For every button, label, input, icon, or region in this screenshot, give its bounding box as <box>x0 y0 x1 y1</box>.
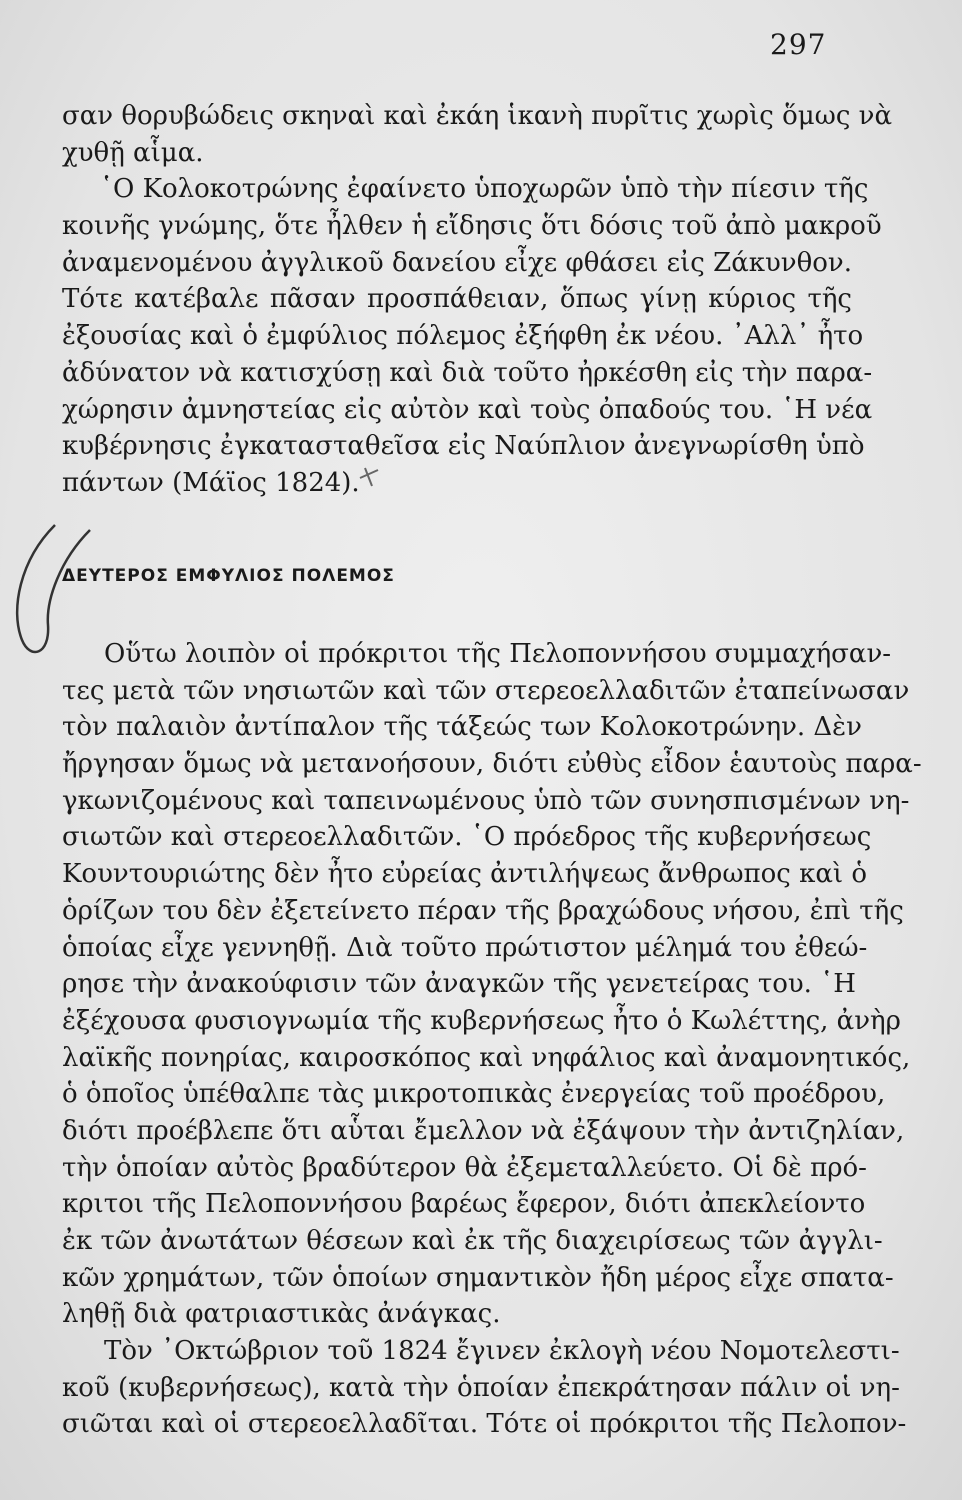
text-line: ἐκ τῶν ἀνωτάτων θέσεων καὶ ἐκ τῆς διαχειρίσεως τῶν ἀγγλι- <box>62 1226 883 1256</box>
text-line: ὁρίζων του δὲν ἐξετείνετο πέραν τῆς βραχώδους νήσου, ἐπὶ τῆς <box>62 895 904 926</box>
text-line: ἀναμενομένου ἀγγλικοῦ δανείου εἶχε φθάσει εἰς Ζάκυνθον. <box>62 247 852 278</box>
text-line: γκωνιζομένους καὶ ταπεινωμένους ὑπὸ τῶν συνησπισμένων νη- <box>62 785 910 816</box>
text-line: διότι προέβλεπε ὅτι αὗται ἔμελλον νὰ ἐξάψουν τὴν ἀντιζηλίαν, <box>62 1115 905 1146</box>
text-line: ληθῇ διὰ φατριαστικὰς ἀνάγκας. <box>62 1299 501 1330</box>
text-line: ἐξουσίας καὶ ὁ ἐμφύλιος πόλεμος ἐξήφθη ἐκ νέου. ᾽Αλλ᾽ ἦτο <box>62 321 864 352</box>
paragraph-block-two <box>62 636 922 1443</box>
text-line: σιῶται καὶ οἱ στερεοελλαδῖται. Τότε οἱ πρόκριτοι τῆς Πελοπον- <box>62 1409 907 1440</box>
text-line: ῾Ο Κολοκοτρώνης ἐφαίνετο ὑποχωρῶν ὑπὸ τὴν πίεσιν τῆς <box>100 174 869 205</box>
text-line: ἐξέχουσα φυσιογνωμία τῆς κυβερνήσεως ἦτο ὁ Κωλέττης, ἀνὴρ <box>62 1005 901 1036</box>
text-line: ὁ ὁποῖος ὑπέθαλπε τὰς μικροτοπικὰς ἐνεργείας τοῦ προέδρου, <box>62 1079 886 1110</box>
text-line: σαν θορυβώδεις σκηναὶ καὶ ἐκάη ἱκανὴ πυρῖτις χωρὶς ὅμως νὰ <box>62 101 893 131</box>
text-line: χώρησιν ἀμνηστείας εἰς αὐτὸν καὶ τοὺς ὀπαδούς του. ῾Η νέα <box>62 394 873 425</box>
text-line: τες μετὰ τῶν νησιωτῶν καὶ τῶν στερεοελλαδιτῶν ἐταπείνωσαν <box>62 675 910 706</box>
page-number: 297 <box>770 28 827 61</box>
text-line: Τότε κατέβαλε πᾶσαν προσπάθειαν, ὅπως γίνῃ κύριος τῆς <box>62 284 852 315</box>
text-line: Τὸν ᾽Οκτώβριον τοῦ 1824 ἔγινεν ἐκλογὴ νέου Νομοτελεστι- <box>104 1336 900 1367</box>
text-line: ἀδύνατον νὰ κατισχύσῃ καὶ διὰ τοῦτο ἠρκέσθη εἰς τὴν παρα- <box>62 357 873 388</box>
paragraph-block-one <box>62 98 893 502</box>
text-line: κοῦ (κυβερνήσεως), κατὰ τὴν ὁποίαν ἐπεκράτησαν πάλιν οἱ νη- <box>62 1372 900 1403</box>
text-line: κυβέρνησις ἐγκατασταθεῖσα εἰς Ναύπλιον ἀνεγνωρίσθη ὑπὸ <box>62 431 865 462</box>
text-line: τὴν ὁποίαν αὐτὸς βραδύτερον θὰ ἐξεμεταλλεύετο. Οἱ δὲ πρό- <box>62 1152 867 1183</box>
text-line: ρησε τὴν ἀνακούφισιν τῶν ἀναγκῶν τῆς γενετείρας του. ῾Η <box>62 969 856 1000</box>
section-heading: ΔΕΥΤΕΡΟΣ ΕΜΦΥΛΙΟΣ ΠΟΛΕΜΟΣ <box>62 566 395 586</box>
text-line: τὸν παλαιὸν ἀντίπαλον τῆς τάξεώς των Κολοκοτρώνην. Δὲν <box>62 712 862 743</box>
text-line: χυθῇ αἷμα. <box>62 137 204 168</box>
text-line: κῶν χρημάτων, τῶν ὁποίων σημαντικὸν ἤδη μέρος εἶχε σπατα- <box>62 1262 894 1293</box>
text-line: Οὕτω λοιπὸν οἱ πρόκριτοι τῆς Πελοποννήσου συμμαχήσαν- <box>104 639 892 669</box>
handwritten-bracket-mark <box>17 525 90 652</box>
text-line: Κουντουριώτης δὲν ἦτο εὐρείας ἀντιλήψεως ἄνθρωπος καὶ ὁ <box>62 859 868 890</box>
text-line: λαϊκῆς πονηρίας, καιροσκόπος καὶ νηφάλιος καὶ ἀναμονητικός, <box>62 1042 911 1073</box>
text-line: ἤργησαν ὅμως νὰ μετανοήσουν, διότι εὐθὺς εἶδον ἑαυτοὺς παρα- <box>62 749 922 780</box>
text-line: σιωτῶν καὶ στερεοελλαδιτῶν. ῾Ο πρόεδρος τῆς κυβερνήσεως <box>62 822 872 853</box>
text-line: πάντων (Μάϊος 1824). <box>62 467 360 498</box>
text-line: κοινῆς γνώμης, ὅτε ἦλθεν ἡ εἴδησις ὅτι δόσις τοῦ ἀπὸ μακροῦ <box>62 211 882 242</box>
text-line: κριτοι τῆς Πελοποννήσου βαρέως ἔφερον, διότι ἀπεκλείοντο <box>62 1189 866 1220</box>
text-line: ὁποίας εἶχε γεννηθῇ. Διὰ τοῦτο πρώτιστον μέλημά του ἐθεώ- <box>62 932 868 963</box>
